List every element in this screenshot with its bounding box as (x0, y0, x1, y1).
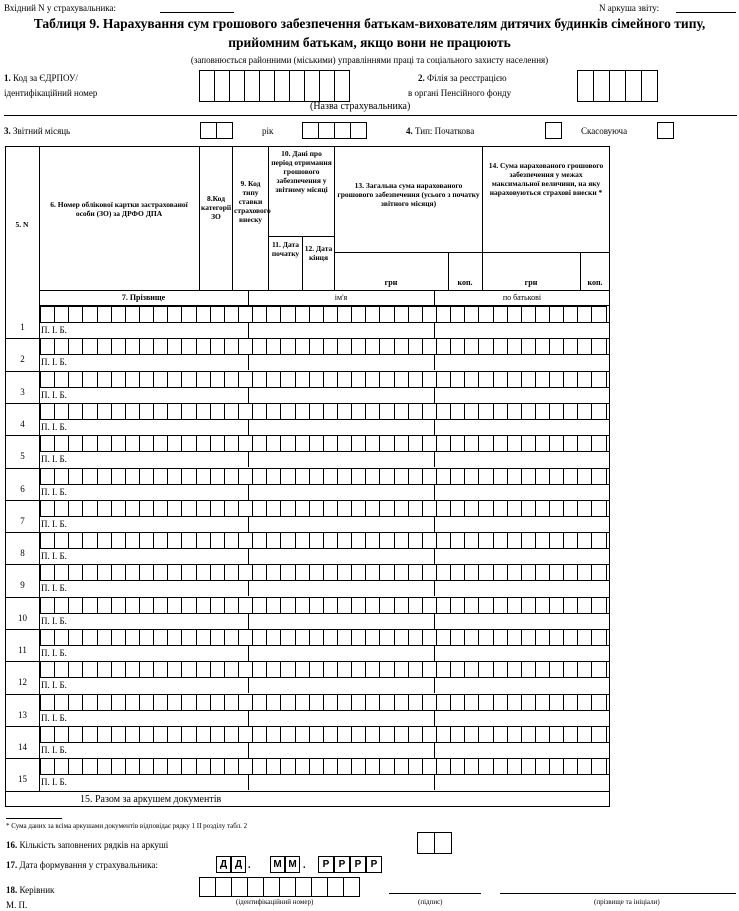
pib-label: П. І. Б. (41, 357, 67, 367)
type-label: 4. Тип: Початкова (406, 126, 475, 136)
pib-label: П. І. Б. (41, 745, 67, 755)
uah-13: грн (384, 278, 398, 287)
table-title-line1: Таблиця 9. Нарахування сум грошового забезпечення батькам-вихователям дитячих будинків сімейного типу, (33, 16, 706, 31)
table-row[interactable] (40, 306, 607, 323)
row-number: 11 (18, 645, 27, 655)
row-number: 5 (20, 451, 25, 461)
kop-14: коп. (587, 278, 603, 287)
incoming-number-line[interactable] (160, 12, 234, 13)
table-row[interactable] (40, 694, 607, 711)
pib-label: П. І. Б. (41, 713, 67, 723)
table-row[interactable] (40, 564, 607, 581)
sheet-number-label: N аркуша звіту: (599, 3, 660, 13)
total-label: 15. Разом за аркушем документів (80, 794, 222, 805)
table-row[interactable] (40, 338, 607, 355)
table-row[interactable] (40, 726, 607, 743)
date-label: 17. Дата формування у страхувальника: (6, 860, 158, 870)
branch-label: 2. Філія за реєстрацією (418, 73, 507, 83)
filled-rows-input[interactable] (417, 832, 452, 854)
table-row[interactable] (40, 371, 607, 388)
row-number: 8 (20, 548, 25, 558)
incoming-number-label: Вхідний N у страхувальника: (4, 3, 117, 13)
type-initial-checkbox[interactable] (545, 122, 562, 139)
col-header-n: 5. N (15, 220, 29, 229)
date-day-2[interactable]: Д (231, 856, 246, 873)
row-number: 7 (20, 516, 25, 526)
edrpou-input[interactable] (199, 70, 350, 102)
col-header-max: 14. Сума нарахованого грошового забезпечення у межах максимальної величини, на яку нараховуються страхові внески * (488, 161, 604, 197)
type-cancel-checkbox[interactable] (657, 122, 674, 139)
stamp-label: М. П. (6, 900, 28, 910)
pib-label: П. І. Б. (41, 648, 67, 658)
pib-label: П. І. Б. (41, 487, 67, 497)
head-id-input[interactable] (199, 877, 360, 897)
pib-label: П. І. Б. (41, 519, 67, 529)
row-number: 9 (20, 580, 25, 590)
insurer-name-caption: (Назва страхувальника) (310, 101, 411, 112)
date-month-2[interactable]: М (285, 856, 300, 873)
date-year-1[interactable]: Р (318, 856, 334, 873)
table-row[interactable] (40, 403, 607, 420)
row-number: 4 (20, 419, 25, 429)
col-header-rate: 9. Код типу ставки страхового внеску (234, 179, 271, 224)
month-input[interactable] (200, 122, 233, 139)
col-header-card: 6. Номер облікової картки застрахованої особи (ЗО) за ДРФО ДПА (50, 200, 188, 218)
cancel-label: Скасовуюча (581, 126, 628, 136)
table-row[interactable] (40, 597, 607, 614)
row-number: 6 (20, 484, 25, 494)
row-number: 13 (18, 710, 27, 720)
table-row[interactable] (40, 758, 607, 775)
row-number: 12 (18, 677, 27, 687)
pib-label: П. І. Б. (41, 583, 67, 593)
col-header-patronymic: по батькові (502, 293, 542, 302)
year-input[interactable] (302, 122, 367, 139)
signature-caption: (підпис) (418, 898, 443, 906)
edrpou-label: 1. Код за ЄДРПОУ/ (4, 73, 78, 83)
col-header-period: 10. Дані про період отримання грошового забезпечення у звітному місяці (271, 149, 332, 194)
row-number: 15 (18, 774, 27, 784)
signature-line[interactable] (389, 893, 481, 894)
col-header-surname: 7. Прізвище (121, 293, 166, 302)
pib-label: П. І. Б. (41, 777, 67, 787)
row-number: 10 (18, 613, 27, 623)
uah-14: грн (524, 278, 538, 287)
col-header-name: ім'я (334, 293, 348, 302)
date-month-1[interactable]: М (270, 856, 285, 873)
pib-label: П. І. Б. (41, 390, 67, 400)
head-label: 18. Керівник (6, 885, 55, 895)
filled-rows-label: 16. Кількість заповнених рядків на аркуші (6, 840, 169, 850)
table-title-line2: прийомним батькам, якщо вони не працюють (228, 35, 511, 50)
table-row[interactable] (40, 468, 607, 485)
date-day-1[interactable]: Д (216, 856, 231, 873)
col-header-category: 8.Код категорії ЗО (201, 194, 232, 221)
date-year-4[interactable]: Р (366, 856, 382, 873)
edrpou-label-2: ідентифікаційний номер (4, 88, 98, 98)
pib-label: П. І. Б. (41, 422, 67, 432)
kop-13: коп. (457, 278, 473, 287)
insurer-line (4, 115, 737, 116)
id-caption: (ідентифікаційний номер) (236, 898, 314, 906)
table-row[interactable] (40, 661, 607, 678)
col-header-end: 12. Дата кінця (304, 244, 333, 262)
name-caption: (прізвище та ініціали) (594, 898, 660, 906)
table-row[interactable] (40, 435, 607, 452)
row-number: 1 (20, 322, 25, 332)
date-year-3[interactable]: Р (350, 856, 366, 873)
row-number: 2 (20, 354, 25, 364)
pib-label: П. І. Б. (41, 454, 67, 464)
date-year-2[interactable]: Р (334, 856, 350, 873)
year-label: рік (262, 126, 274, 136)
pib-label: П. І. Б. (41, 551, 67, 561)
branch-label-2: в органі Пенсійного фонду (408, 88, 512, 98)
table-row[interactable] (40, 629, 607, 646)
pib-label: П. І. Б. (41, 325, 67, 335)
pib-label: П. І. Б. (41, 680, 67, 690)
table-row[interactable] (40, 532, 607, 549)
col-header-start: 11. Дата початку (271, 240, 300, 258)
pib-label: П. І. Б. (41, 616, 67, 626)
sheet-number-line[interactable] (676, 12, 736, 13)
row-number: 14 (18, 742, 27, 752)
table-row[interactable] (40, 500, 607, 517)
branch-input[interactable] (577, 70, 658, 102)
footnote: * Сума даних за всіма аркушами документів відповідає рядку 1 II розділу табл. 2 (6, 822, 248, 830)
col-header-total: 13. Загальна сума нарахованого грошового забезпечення (усього з початку звітного місяця) (337, 181, 480, 208)
name-line[interactable] (500, 893, 736, 894)
period-label: 3. Звітний місяць (4, 126, 71, 136)
row-number: 3 (20, 387, 25, 397)
subtitle: (заповнюється районними (міськими) управліннями праці та соціального захисту населення) (190, 55, 549, 65)
